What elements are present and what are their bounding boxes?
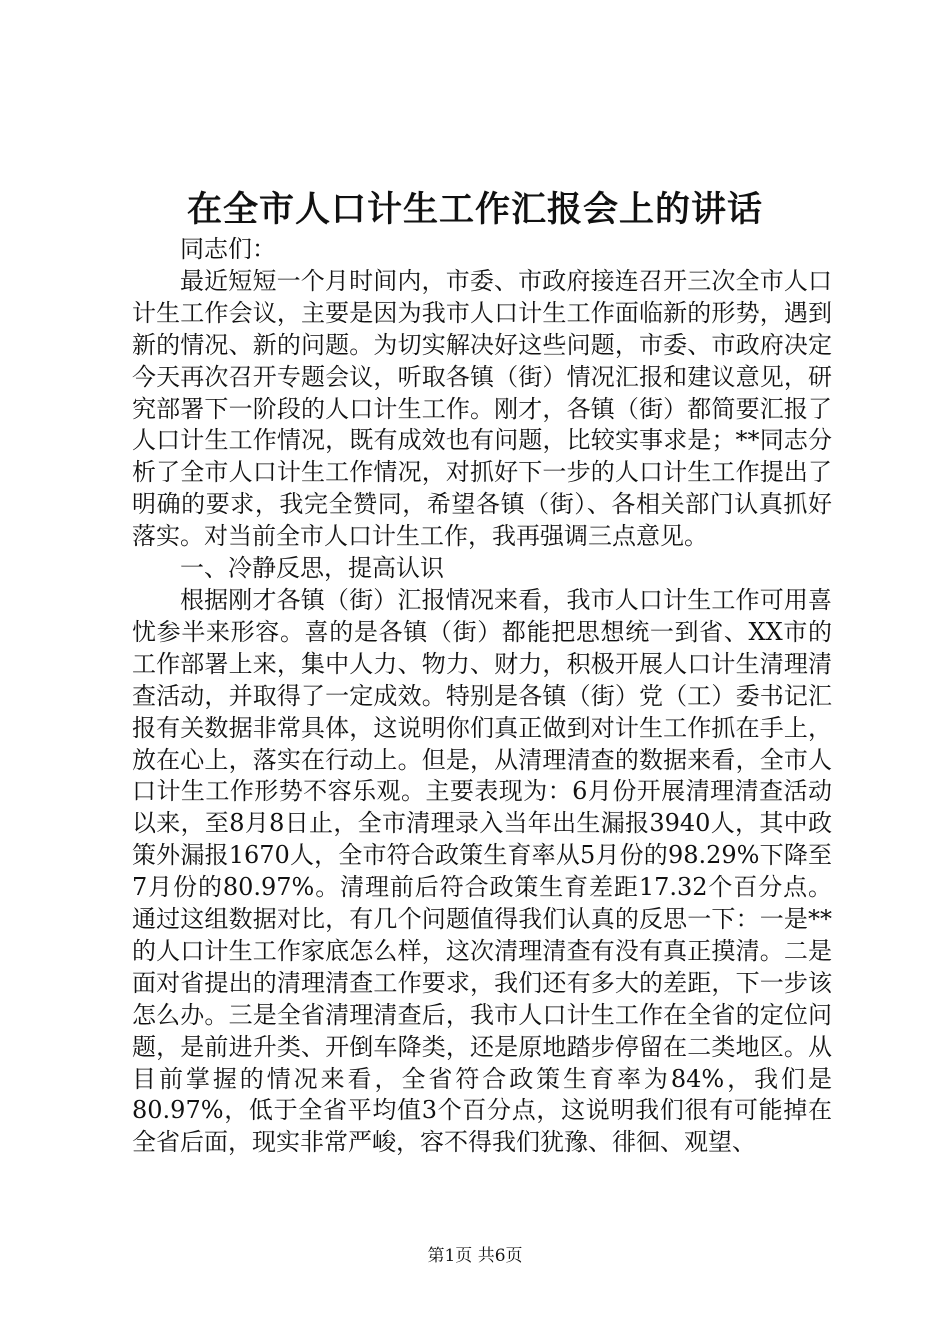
page-footer: 第1页 共6页 <box>427 1246 523 1266</box>
document-body <box>132 234 832 1159</box>
salutation: 同志们： <box>180 235 276 263</box>
section-heading-1: 一、冷静反思，提高认识 <box>180 554 444 583</box>
document-title: 在全市人口计生工作汇报会上的讲话 <box>186 189 763 230</box>
paragraph-intro: 最近短短一个月时间内，市委、市政府接连召开三次全市人口计生工作会议，主要是因为我市人口计生工作面临新的形势，遇到新的情况、新的问题。为切实解决好这些问题，市委、市政府决定今天再次召开专题会议，听取各镇（街）情况汇报和建议意见，研究部署下一阶段的人口计生工作。刚才，各镇（街）都简要汇报了人口计生工作情况，既有成效也有问题，比较实事求是；**同志分析了全市人口计生工作情况，对抓好下一步的人口计生工作提出了明确的要求，我完全赞同，希望各镇（街）、各相关部门认真抓好落实。对当前全市人口计生工作，我再强调三点意见。 <box>132 266 832 551</box>
paragraph-section-1: 根据刚才各镇（街）汇报情况来看，我市人口计生工作可用喜忧参半来形容。喜的是各镇（街）都能把思想统一到省、XX市的工作部署上来，集中人力、物力、财力，积极开展人口计生清理清查活动，并取得了一定成效。特别是各镇（街）党（工）委书记汇报有关数据非常具体，这说明你们真正做到对计生工作抓在手上，放在心上，落实在行动上。但是，从清理清查的数据来看，全市人口计生工作形势不容乐观。主要表现为：6月份开展清理清查活动以来，至8月8日止，全市清理录入当年出生漏报3940人，其中政策外漏报1670人，全市符合政策生育率从5月份的98.29%下降至7月份的80.97%。清理前后符合政策生育差距17.32个百分点。通过这组数据对比，有几个问题值得我们认真的反思一下：一是**的人口计生工作家底怎么样，这次清理清查有没有真正摸清。二是面对省提出的清理清查工作要求，我们还有多大的差距，下一步该怎么办。三是全省清理清查后，我市人口计生工作在全省的定位问题，是前进升类、开倒车降类，还是原地踏步停留在二类地区。从目前掌握的情况来看，全省符合政策生育率为84%，我们是80.97%，低于全省平均值3个百分点，这说明我们很有可能掉在全省后面，现实非常严峻，容不得我们犹豫、徘徊、观望、 <box>132 585 832 1157</box>
